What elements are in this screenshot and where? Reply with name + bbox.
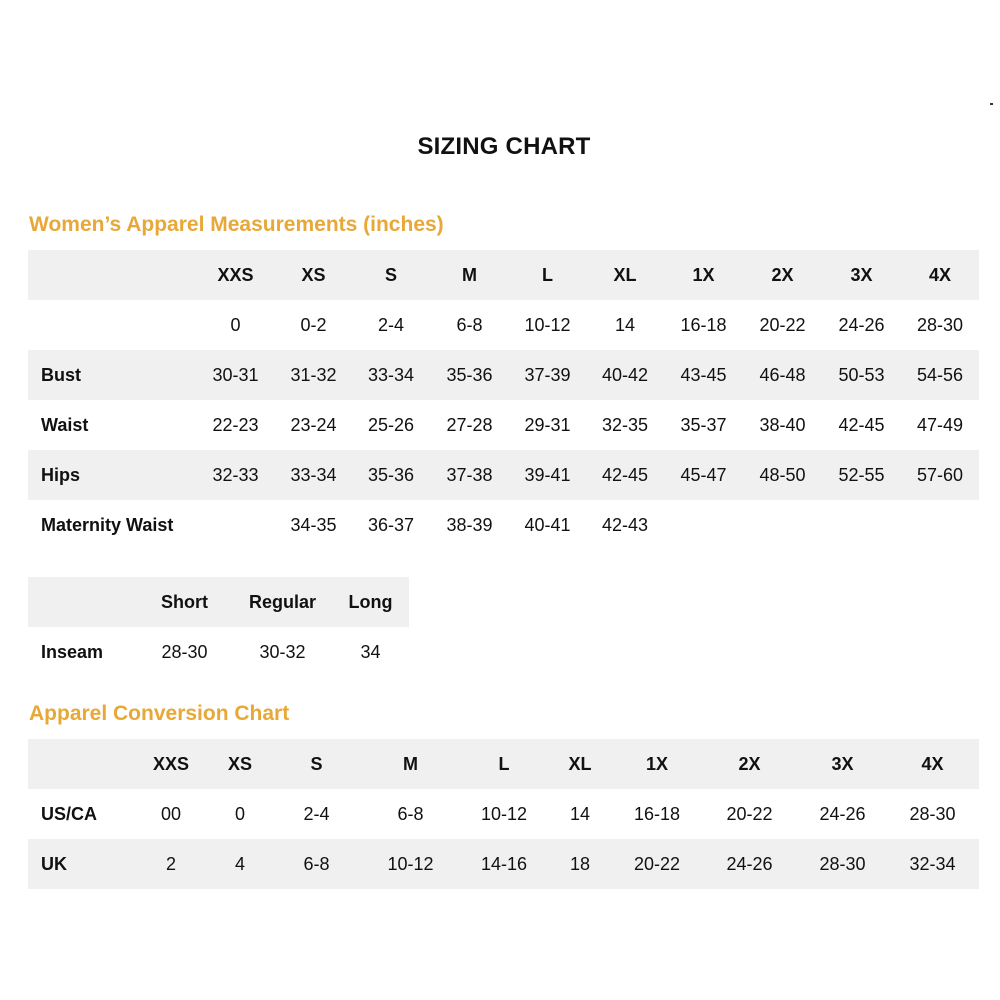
- size-header: M: [359, 739, 462, 789]
- size-header: 2X: [700, 739, 799, 789]
- measurement-cell: [664, 500, 743, 550]
- measurement-cell: 50-53: [822, 350, 901, 400]
- row-label: Bust: [28, 350, 196, 400]
- measurement-cell: 43-45: [664, 350, 743, 400]
- measurement-cell: 31-32: [275, 350, 352, 400]
- numeric-size-cell: 24-26: [838, 314, 885, 335]
- inseam-column-header: Short: [136, 577, 233, 627]
- size-header: XS: [275, 250, 352, 300]
- size-header: 2X: [743, 250, 822, 300]
- size-header: S: [274, 739, 359, 789]
- conversion-cell: 24-26: [700, 839, 799, 889]
- measurement-cell: 54-56: [901, 350, 979, 400]
- measurement-cell: [196, 500, 275, 550]
- uk-row: [28, 839, 979, 889]
- conversion-heading: Apparel Conversion Chart: [29, 702, 290, 725]
- measurement-cell: 32-33: [196, 450, 275, 500]
- conversion-cell: 00: [160, 803, 182, 824]
- conversion-cell: 6-8: [274, 839, 359, 889]
- conversion-cell: 10-12: [359, 839, 462, 889]
- measurement-cell: 40-41: [524, 514, 571, 535]
- us-ca-row: [28, 789, 979, 839]
- conversion-cell: 2-4: [303, 803, 330, 824]
- measurement-cell: 42-43: [601, 514, 649, 535]
- row-label: UK: [28, 839, 136, 889]
- measurement-cell: 47-49: [916, 414, 964, 435]
- measurement-cell: 33-34: [275, 450, 352, 500]
- waist-row: [28, 400, 979, 450]
- size-header: XL: [586, 250, 664, 300]
- measurement-cell: 35-36: [430, 350, 509, 400]
- conversion-cell: 4: [206, 839, 274, 889]
- maternity-waist-row: [28, 500, 979, 550]
- numeric-size-cell: 14: [614, 314, 636, 335]
- inseam-column-header: Regular: [233, 577, 332, 627]
- conversion-header-row: [28, 739, 979, 789]
- womens-measurements-table: [28, 250, 979, 550]
- inseam-row: [28, 627, 409, 677]
- measurement-cell: 52-55: [822, 450, 901, 500]
- page-title: SIZING CHART: [417, 133, 591, 160]
- inseam-table: [28, 577, 409, 677]
- measurement-cell: 42-45: [838, 414, 885, 435]
- numeric-size-cell: 0-2: [300, 314, 327, 335]
- numeric-size-cell: 0: [230, 314, 241, 335]
- row-label: US/CA: [41, 803, 98, 824]
- measurement-cell: 39-41: [509, 450, 586, 500]
- hips-row: [28, 450, 979, 500]
- numeric-size-cell: 6-8: [456, 314, 483, 335]
- conversion-table: [28, 739, 979, 889]
- measurement-cell: 40-42: [586, 350, 664, 400]
- measurement-cell: [822, 500, 901, 550]
- bust-row: [28, 350, 979, 400]
- measurement-cell: 38-39: [446, 514, 493, 535]
- inseam-column-header: Long: [332, 577, 409, 627]
- measurement-cell: 38-40: [759, 414, 806, 435]
- conversion-cell: 28-30: [799, 839, 886, 889]
- size-header: XXS: [136, 739, 206, 789]
- size-header: M: [430, 250, 509, 300]
- row-label: Maternity Waist: [41, 514, 174, 535]
- corner-cell: [28, 577, 136, 627]
- measurement-cell: 25-26: [367, 414, 415, 435]
- corner-cell: [28, 739, 136, 789]
- conversion-cell: 14: [569, 803, 591, 824]
- conversion-cell: 0: [234, 803, 245, 824]
- numeric-size-row: [28, 300, 979, 350]
- size-header: 1X: [664, 250, 743, 300]
- conversion-cell: 6-8: [397, 803, 424, 824]
- measurement-cell: 42-45: [586, 450, 664, 500]
- row-label: Hips: [28, 450, 196, 500]
- size-header-row: [28, 250, 979, 300]
- size-header: XL: [546, 739, 614, 789]
- numeric-size-cell: 10-12: [524, 314, 571, 335]
- conversion-cell: 16-18: [633, 803, 681, 824]
- measurement-cell: 32-35: [601, 414, 649, 435]
- inseam-cell: 30-32: [259, 641, 306, 662]
- size-header: 4X: [901, 250, 979, 300]
- measurement-cell: 30-31: [196, 350, 275, 400]
- womens-measurements-heading: Women’s Apparel Measurements (inches): [29, 213, 444, 236]
- measurement-cell: 23-24: [290, 414, 337, 435]
- measurement-cell: 35-36: [352, 450, 430, 500]
- size-header: L: [509, 250, 586, 300]
- size-header: 1X: [614, 739, 700, 789]
- size-header: S: [352, 250, 430, 300]
- measurement-cell: 34-35: [290, 514, 337, 535]
- measurement-cell: 57-60: [901, 450, 979, 500]
- size-header: 3X: [799, 739, 886, 789]
- size-header: XXS: [196, 250, 275, 300]
- measurement-cell: 22-23: [212, 414, 259, 435]
- measurement-cell: 37-39: [509, 350, 586, 400]
- conversion-cell: 20-22: [726, 803, 773, 824]
- conversion-cell: 14-16: [462, 839, 546, 889]
- conversion-cell: 20-22: [614, 839, 700, 889]
- size-header: 4X: [886, 739, 979, 789]
- numeric-size-cell: 2-4: [377, 314, 404, 335]
- numeric-size-cell: 16-18: [680, 314, 727, 335]
- conversion-cell: 24-26: [819, 803, 866, 824]
- conversion-cell: 32-34: [886, 839, 979, 889]
- conversion-cell: 28-30: [909, 803, 956, 824]
- conversion-cell: 18: [546, 839, 614, 889]
- measurement-cell: 27-28: [446, 414, 493, 435]
- measurement-cell: 29-31: [524, 414, 571, 435]
- conversion-cell: 2: [136, 839, 206, 889]
- measurement-cell: 48-50: [743, 450, 822, 500]
- measurement-cell: [743, 500, 822, 550]
- size-header: 3X: [822, 250, 901, 300]
- measurement-cell: 35-37: [680, 414, 727, 435]
- numeric-size-cell: 28-30: [916, 314, 964, 335]
- measurement-cell: 45-47: [664, 450, 743, 500]
- measurement-cell: [901, 500, 979, 550]
- measurement-cell: 36-37: [367, 514, 415, 535]
- inseam-header-row: [28, 577, 409, 627]
- row-label: Inseam: [41, 641, 104, 662]
- size-header: XS: [206, 739, 274, 789]
- size-header: L: [462, 739, 546, 789]
- measurement-cell: 33-34: [352, 350, 430, 400]
- conversion-cell: 10-12: [480, 803, 528, 824]
- blank-label-cell: [28, 300, 196, 350]
- corner-mark: [990, 103, 993, 105]
- corner-cell: [28, 250, 196, 300]
- inseam-cell: 28-30: [161, 641, 208, 662]
- numeric-size-cell: 20-22: [759, 314, 806, 335]
- measurement-cell: 46-48: [743, 350, 822, 400]
- inseam-cell: 34: [360, 641, 381, 662]
- measurement-cell: 37-38: [430, 450, 509, 500]
- row-label: Waist: [41, 414, 89, 435]
